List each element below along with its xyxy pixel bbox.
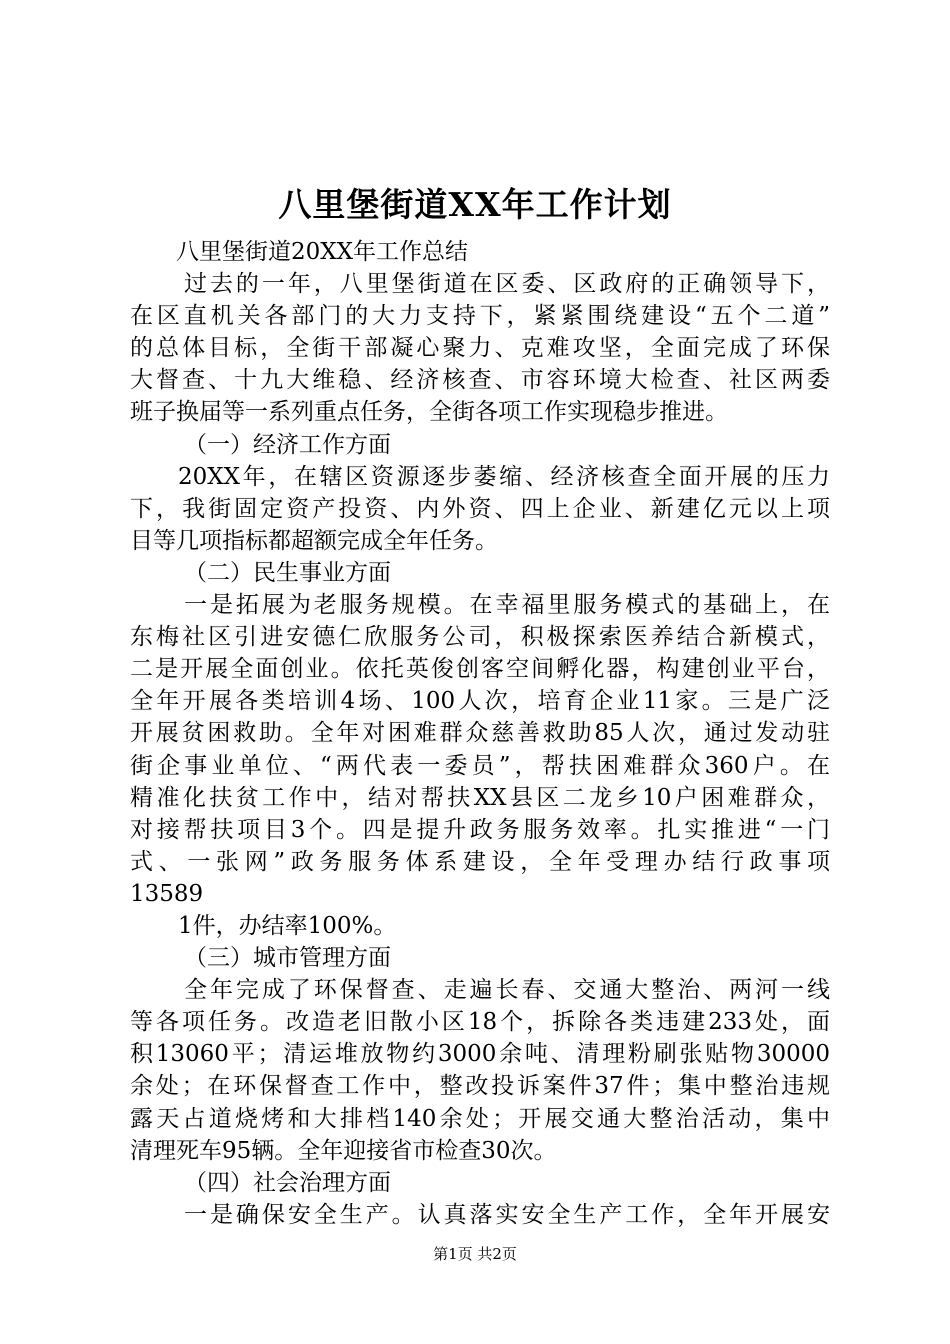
paragraph-line: 一是拓展为老服务规模。在幸福里服务模式的基础上，在 <box>184 592 830 619</box>
page-footer: 第1页 共2页 <box>433 1245 517 1263</box>
paragraph-line: 的总体目标，全街干部凝心聚力、克难攻坚，全面完成了环保 <box>130 335 830 362</box>
paragraph-line: 20XX年，在辖区资源逐步萎缩、经济核查全面开展的压力 <box>178 463 830 490</box>
document-subtitle: 八里堡街道20XX年工作总结 <box>176 239 469 265</box>
section-heading: （一）经济工作方面 <box>184 431 391 458</box>
paragraph-line: 积13060平；清运堆放物约3000余吨、清理粉刷张贴物30000 <box>130 1041 830 1068</box>
paragraph-line: 1件，办结率100%。 <box>178 912 397 939</box>
paragraph-line: 开展贫困救助。全年对困难群众慈善救助85人次，通过发动驻 <box>130 720 830 747</box>
paragraph-line: 班子换届等一系列重点任务，全街各项工作实现稳步推进。 <box>130 399 728 426</box>
paragraph-line: 对接帮扶项目3个。四是提升政务服务效率。扎实推进“一门 <box>130 816 830 843</box>
paragraph-line: 式、一张网”政务服务体系建设，全年受理办结行政事项 <box>130 848 830 875</box>
paragraph-line: 全年完成了环保督查、走遍长春、交通大整治、两河一线 <box>184 977 830 1004</box>
section-heading: （三）城市管理方面 <box>184 945 391 972</box>
section-heading: （二）民生事业方面 <box>184 559 391 586</box>
paragraph-line: 全年开展各类培训4场、100人次，培育企业11家。三是广泛 <box>130 688 830 715</box>
document-title: 八里堡街道XX年工作计划 <box>278 185 672 224</box>
paragraph-line: 在区直机关各部门的大力支持下，紧紧围绕建设“五个二道” <box>130 303 830 330</box>
paragraph-line: 等各项任务。改造老旧散小区18个，拆除各类违建233处，面 <box>130 1009 830 1036</box>
paragraph-line: 清理死车95辆。全年迎接省市检查30次。 <box>130 1137 557 1164</box>
paragraph-line: 东梅社区引进安德仁欣服务公司，积极探索医养结合新模式， <box>130 624 830 651</box>
paragraph-line: 下，我街固定资产投资、内外资、四上企业、新建亿元以上项 <box>130 495 830 522</box>
paragraph-line: 街企事业单位、“两代表一委员”，帮扶困难群众360户。在 <box>130 752 830 779</box>
paragraph-line: 目等几项指标都超额完成全年任务。 <box>130 527 498 554</box>
paragraph-line: 露天占道烧烤和大排档140余处；开展交通大整治活动，集中 <box>130 1105 830 1132</box>
paragraph-line: 余处；在环保督查工作中，整改投诉案件37件；集中整治违规 <box>130 1073 830 1100</box>
paragraph-line: 一是确保安全生产。认真落实安全生产工作，全年开展安 <box>184 1201 830 1228</box>
paragraph-line: 13589 <box>130 880 204 907</box>
paragraph-line: 精准化扶贫工作中，结对帮扶XX县区二龙乡10户困难群众， <box>130 784 830 811</box>
paragraph-line: 二是开展全面创业。依托英俊创客空间孵化器，构建创业平台， <box>130 656 830 683</box>
section-heading: （四）社会治理方面 <box>184 1169 391 1196</box>
paragraph-line: 过去的一年，八里堡街道在区委、区政府的正确领导下， <box>184 271 830 298</box>
document-body <box>130 236 830 1231</box>
paragraph-line: 大督查、十九大维稳、经济核查、市容环境大检查、社区两委 <box>130 367 830 394</box>
